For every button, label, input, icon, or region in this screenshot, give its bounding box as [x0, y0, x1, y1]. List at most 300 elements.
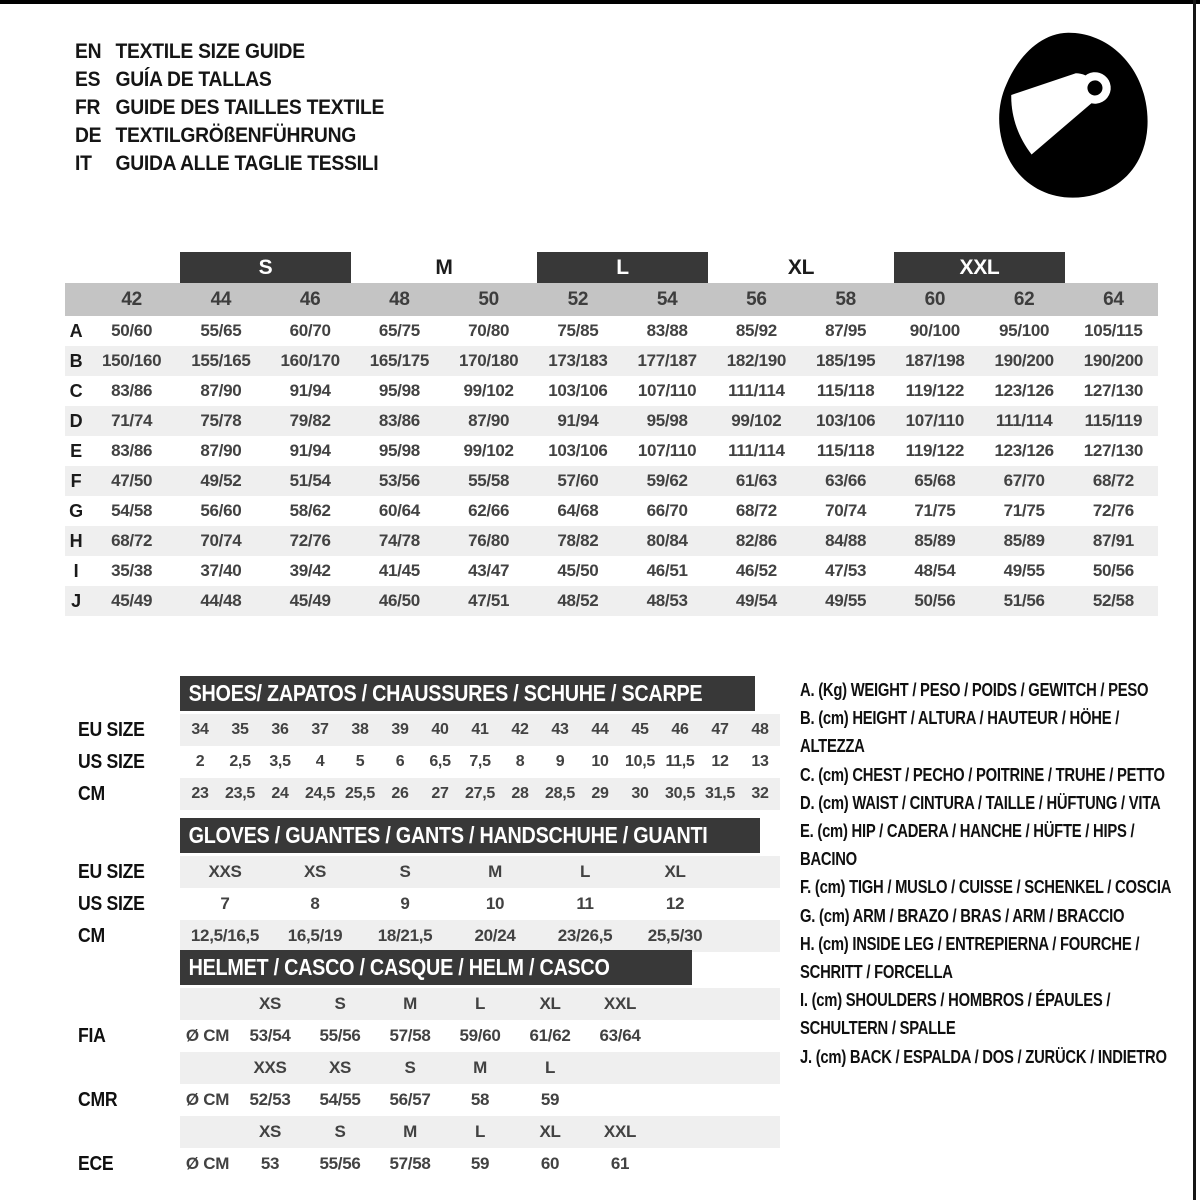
- size-value: 58/62: [289, 501, 331, 520]
- size-value: 50/56: [914, 591, 956, 610]
- size-value: 74/78: [378, 531, 420, 550]
- gloves-value: 16,5/19: [287, 926, 343, 945]
- size-group-xxl: XXL: [894, 252, 1065, 283]
- shoes-row-label: CM: [78, 782, 105, 805]
- helmet-value: 59: [540, 1090, 560, 1109]
- helmet-values-band-ece: [180, 1148, 780, 1180]
- shoes-value: 10,5: [625, 753, 655, 770]
- gloves-size-table: [78, 818, 780, 952]
- size-value: 85/92: [735, 321, 777, 340]
- size-value: 170/180: [458, 351, 519, 370]
- size-value: 61/63: [735, 471, 777, 490]
- size-value: 75/85: [557, 321, 599, 340]
- shoes-value: 23,5: [225, 785, 255, 802]
- shoes-row-eu-size: [78, 714, 780, 746]
- size-value: 80/84: [646, 531, 688, 550]
- shoes-value: 24: [271, 785, 289, 802]
- helmet-size: XXS: [253, 1058, 287, 1077]
- size-value: 70/74: [200, 531, 242, 550]
- language-row: [75, 94, 384, 122]
- helmet-value: 55/56: [319, 1026, 361, 1045]
- size-value: 45/49: [289, 591, 331, 610]
- shoes-value: 36: [271, 721, 289, 738]
- size-value: 123/126: [994, 381, 1054, 400]
- size-value: 78/82: [557, 531, 599, 550]
- size-value: 123/126: [994, 441, 1054, 460]
- helmet-sizes-band-ece: [180, 1116, 780, 1148]
- size-value: 68/72: [111, 531, 153, 550]
- size-value: 62/66: [468, 501, 510, 520]
- helmet-sizes-band-cmr: [180, 1052, 780, 1084]
- shoes-value: 37: [311, 721, 329, 738]
- language-title-list: [75, 38, 384, 178]
- size-value: 37/40: [200, 561, 242, 580]
- size-value: 70/74: [825, 501, 867, 520]
- helmet-table-rows: [78, 988, 780, 1180]
- shoes-row-band: [180, 714, 780, 746]
- gloves-row-band: [180, 920, 780, 952]
- size-value: 60/64: [378, 501, 420, 520]
- size-value: 95/98: [378, 441, 420, 460]
- size-value: 83/86: [378, 411, 420, 430]
- size-value: 49/54: [735, 591, 777, 610]
- size-value: 190/200: [994, 351, 1054, 370]
- size-value: 39/42: [289, 561, 331, 580]
- size-value: 82/86: [735, 531, 777, 550]
- size-value: 68/72: [735, 501, 777, 520]
- gloves-value: 7: [220, 894, 230, 913]
- size-value: 95/98: [646, 411, 688, 430]
- size-value: 55/65: [200, 321, 242, 340]
- shoes-value: 26: [391, 785, 409, 802]
- shoes-value: 29: [591, 785, 609, 802]
- helmet-size: XS: [258, 994, 282, 1013]
- shoes-value: 48: [751, 721, 769, 738]
- size-number: 60: [924, 288, 946, 310]
- row-label: D: [69, 410, 83, 431]
- size-value: 64/68: [557, 501, 599, 520]
- language-title: GUIDA ALLE TAGLIE TESSILI: [115, 152, 379, 175]
- size-value: 48/52: [557, 591, 599, 610]
- size-value: 107/110: [637, 441, 697, 460]
- size-value: 105/115: [1084, 321, 1143, 340]
- size-value: 66/70: [646, 501, 688, 520]
- shoes-table-rows: [78, 714, 780, 810]
- size-group-xl: XL: [787, 255, 815, 279]
- size-value: 72/76: [1092, 501, 1134, 520]
- size-value: 47/53: [825, 561, 867, 580]
- shoes-value: 2,5: [229, 753, 251, 770]
- shoes-value: 46: [671, 721, 689, 738]
- shoes-value: 3,5: [269, 753, 291, 770]
- size-value: 47/51: [468, 591, 510, 610]
- helmet-value: 57/58: [389, 1026, 431, 1045]
- helmet-value: 53/54: [249, 1026, 291, 1045]
- shoes-value: 9: [555, 753, 565, 770]
- size-value: 190/200: [1083, 351, 1144, 370]
- racing-helmet-icon: [972, 26, 1167, 201]
- size-value: 177/187: [637, 351, 697, 370]
- size-value: 103/106: [548, 441, 608, 460]
- size-value: 48/53: [646, 591, 688, 610]
- size-value: 150/160: [101, 351, 162, 370]
- shoes-value: 44: [591, 721, 609, 738]
- size-value: 49/55: [1003, 561, 1045, 580]
- size-value: 41/45: [378, 561, 420, 580]
- size-value: 56/60: [200, 501, 242, 520]
- size-value: 119/122: [905, 441, 965, 460]
- size-value: 127/130: [1083, 441, 1144, 460]
- legend-item: D. (cm) WAIST / CINTURA / TAILLE / HÜFTUNG / VITA: [800, 791, 1161, 813]
- helmet-table-title: HELMET / CASCO / CASQUE / HELM / CASCO: [188, 954, 610, 980]
- size-value: 72/76: [289, 531, 331, 550]
- row-label: B: [69, 350, 83, 371]
- size-number: 44: [210, 288, 232, 310]
- size-value: 51/56: [1003, 591, 1045, 610]
- size-value: 87/90: [200, 441, 242, 460]
- language-code: ES: [75, 68, 101, 91]
- gloves-value: 9: [400, 894, 410, 913]
- size-value: 48/54: [914, 561, 956, 580]
- gloves-value: 23/26,5: [557, 926, 613, 945]
- shoes-value: 28,5: [545, 785, 575, 802]
- gloves-value: S: [399, 862, 411, 881]
- size-number: 42: [121, 288, 142, 310]
- helmet-sizes-band-fia: [180, 988, 780, 1020]
- shoes-value: 34: [191, 721, 209, 738]
- shoes-value: 4: [315, 753, 325, 770]
- shoes-value: 5: [355, 753, 365, 770]
- gloves-row-band: [180, 888, 780, 920]
- language-row: [75, 66, 384, 94]
- size-value: 87/91: [1092, 531, 1134, 550]
- shoes-value: 24,5: [305, 785, 335, 802]
- size-value: 84/88: [825, 531, 867, 550]
- size-value: 85/89: [914, 531, 956, 550]
- shoes-row-band: [180, 746, 780, 778]
- size-value: 63/66: [825, 471, 867, 490]
- size-value: 46/51: [646, 561, 688, 580]
- language-title: GUIDE DES TAILLES TEXTILE: [115, 96, 385, 119]
- gloves-table-rows: [78, 856, 780, 952]
- helmet-value: 58: [470, 1090, 490, 1109]
- size-value: 87/90: [468, 411, 510, 430]
- helmet-value: 59/60: [459, 1026, 501, 1045]
- gloves-table-title: GLOVES / GUANTES / GANTS / HANDSCHUHE / GUANTI: [188, 822, 708, 848]
- helmet-size: XL: [539, 994, 561, 1013]
- size-value: 67/70: [1003, 471, 1045, 490]
- shoes-value: 32: [751, 785, 769, 802]
- size-value: 45/50: [557, 561, 599, 580]
- size-value: 45/49: [111, 591, 153, 610]
- shoes-value: 25,5: [345, 785, 375, 802]
- helmet-value: 61/62: [529, 1026, 571, 1045]
- shoes-value: 43: [551, 721, 569, 738]
- size-value: 71/75: [914, 501, 956, 520]
- helmet-size: XS: [328, 1058, 352, 1077]
- gloves-row-label: CM: [78, 924, 105, 947]
- shoes-table-title: SHOES/ ZAPATOS / CHAUSSURES / SCHUHE / SCARPE: [188, 680, 703, 706]
- gloves-table-header: [180, 818, 760, 853]
- helmet-size: XS: [258, 1122, 282, 1141]
- shoes-value: 40: [431, 721, 449, 738]
- helmet-value: 61: [610, 1154, 630, 1173]
- row-label: H: [69, 530, 83, 551]
- size-value: 65/68: [914, 471, 956, 490]
- measure-row-g: [65, 496, 1158, 526]
- shoes-value: 2: [195, 753, 205, 770]
- shoes-value: 38: [351, 721, 369, 738]
- size-number: 64: [1103, 288, 1124, 310]
- helmet-size: M: [473, 1058, 487, 1077]
- helmet-sizes-row-fia: [78, 988, 780, 1020]
- size-number: 54: [656, 288, 678, 310]
- legend-item: C. (cm) CHEST / PECHO / POITRINE / TRUHE / PETTO: [800, 763, 1165, 785]
- shoes-value: 28: [511, 785, 529, 802]
- legend-item: G. (cm) ARM / BRAZO / BRAS / ARM / BRACCIO: [800, 904, 1125, 926]
- gloves-value: 12,5/16,5: [190, 926, 260, 945]
- gloves-row-label: US SIZE: [78, 892, 145, 915]
- size-value: 71/74: [111, 411, 153, 430]
- size-value: 119/122: [905, 381, 965, 400]
- helmet-table-header: [180, 950, 692, 985]
- gloves-row-us-size: [78, 888, 780, 920]
- size-value: 111/114: [995, 411, 1053, 430]
- row-label: F: [70, 470, 82, 491]
- language-title: TEXTILE SIZE GUIDE: [115, 40, 305, 63]
- size-value: 111/114: [728, 381, 785, 400]
- row-label: A: [69, 320, 83, 341]
- size-value: 46/52: [735, 561, 777, 580]
- size-value: 49/52: [200, 471, 242, 490]
- shoes-row-label: EU SIZE: [78, 718, 145, 741]
- language-code: DE: [75, 124, 102, 147]
- measure-row-j: [65, 586, 1158, 616]
- size-value: 87/95: [825, 321, 867, 340]
- helmet-diameter-label: Ø CM: [185, 1026, 230, 1045]
- gloves-value: L: [579, 862, 591, 881]
- shoes-table-header: [180, 676, 755, 711]
- size-value: 60/70: [289, 321, 331, 340]
- shoes-value: 41: [471, 721, 489, 738]
- size-value: 115/118: [816, 441, 875, 460]
- size-value: 51/54: [289, 471, 331, 490]
- helmet-sizes-row-cmr: [78, 1052, 780, 1084]
- shoes-value: 7,5: [469, 753, 491, 770]
- size-value: 160/170: [280, 351, 340, 370]
- size-number-row: [65, 283, 1158, 316]
- size-value: 85/89: [1003, 531, 1045, 550]
- helmet-values-row-ece: [78, 1148, 780, 1180]
- size-value: 107/110: [637, 381, 697, 400]
- helmet-size: S: [404, 1058, 416, 1077]
- shoes-value: 12: [711, 753, 729, 770]
- language-code: FR: [75, 96, 101, 119]
- measure-row-b: [65, 346, 1158, 376]
- size-value: 76/80: [468, 531, 510, 550]
- measure-row-i: [65, 556, 1158, 586]
- size-value: 83/88: [646, 321, 688, 340]
- shoes-value: 35: [231, 721, 249, 738]
- legend-item: F. (cm) TIGH / MUSLO / CUISSE / SCHENKEL / COSCIA: [800, 876, 1172, 898]
- helmet-standard-label: CMR: [78, 1088, 118, 1111]
- shoes-value: 47: [711, 721, 729, 738]
- helmet-size-table: [78, 950, 780, 1180]
- measure-row-f: [65, 466, 1158, 496]
- size-value: 182/190: [726, 351, 787, 370]
- size-value: 155/165: [191, 351, 251, 370]
- size-value: 79/82: [289, 411, 331, 430]
- size-value: 103/106: [548, 381, 608, 400]
- size-number: 56: [746, 288, 767, 310]
- shoes-row-cm: [78, 778, 780, 810]
- measure-row-h: [65, 526, 1158, 556]
- gloves-value: 12: [665, 894, 685, 913]
- shoes-value: 27: [431, 785, 449, 802]
- size-value: 187/198: [905, 351, 965, 370]
- size-value: 115/119: [1084, 411, 1143, 430]
- size-value: 44/48: [200, 591, 242, 610]
- size-value: 91/94: [289, 441, 331, 460]
- size-value: 90/100: [909, 321, 960, 340]
- legend-item: E. (cm) HIP / CADERA / HANCHE / HÜFTE / HIPS / BACINO: [800, 820, 1135, 870]
- size-value: 99/102: [463, 381, 514, 400]
- helmet-size: XXL: [603, 994, 637, 1013]
- row-label: C: [69, 380, 83, 401]
- size-value: 107/110: [905, 411, 965, 430]
- size-number: 58: [835, 288, 856, 310]
- size-value: 50/56: [1092, 561, 1134, 580]
- textile-size-table: [65, 252, 1158, 616]
- gloves-value: 20/24: [474, 926, 516, 945]
- shoes-value: 42: [511, 721, 529, 738]
- size-number: 62: [1013, 288, 1035, 310]
- shoes-size-table: [78, 676, 780, 810]
- size-group-l: L: [537, 252, 708, 283]
- size-value: 55/58: [468, 471, 510, 490]
- helmet-value: 56/57: [389, 1090, 431, 1109]
- helmet-values-band-fia: [180, 1020, 780, 1052]
- size-value: 165/175: [369, 351, 430, 370]
- measure-row-a: [65, 316, 1158, 346]
- gloves-value: 18/21,5: [377, 926, 433, 945]
- gloves-value: 8: [310, 894, 320, 913]
- gloves-value: 11: [576, 894, 594, 913]
- size-number: 50: [478, 288, 499, 310]
- gloves-value: XXS: [208, 862, 242, 881]
- helmet-standard-label: FIA: [78, 1024, 106, 1047]
- helmet-size: XXL: [603, 1122, 637, 1141]
- helmet-diameter-label: Ø CM: [185, 1154, 230, 1173]
- gloves-value: XL: [664, 862, 686, 881]
- size-value: 87/90: [200, 381, 242, 400]
- size-value: 65/75: [378, 321, 420, 340]
- size-value: 95/98: [378, 381, 420, 400]
- size-value: 103/106: [815, 411, 876, 430]
- size-value: 70/80: [468, 321, 510, 340]
- size-value: 83/86: [111, 441, 153, 460]
- size-value: 49/55: [825, 591, 867, 610]
- legend-item: I. (cm) SHOULDERS / HOMBROS / ÉPAULES / SCHULTERN / SPALLE: [800, 989, 1111, 1039]
- helmet-size: M: [403, 994, 417, 1013]
- size-value: 52/58: [1092, 591, 1134, 610]
- gloves-row-band: [180, 856, 780, 888]
- size-value: 57/60: [557, 471, 599, 490]
- shoes-value: 45: [631, 721, 649, 738]
- legend-item: A. (Kg) WEIGHT / PESO / POIDS / GEWITCH / PESO: [800, 679, 1149, 700]
- size-value: 115/118: [816, 381, 875, 400]
- size-group-row: [65, 252, 1158, 283]
- language-title: GUÍA DE TALLAS: [115, 68, 272, 91]
- shoes-value: 27,5: [465, 785, 495, 802]
- size-number: 46: [299, 288, 321, 310]
- helmet-standard-label: ECE: [78, 1152, 114, 1175]
- size-value: 99/102: [463, 441, 514, 460]
- helmet-value: 55/56: [319, 1154, 361, 1173]
- size-value: 53/56: [378, 471, 420, 490]
- row-label: I: [73, 560, 79, 581]
- size-value: 35/38: [111, 561, 153, 580]
- legend-item: H. (cm) INSIDE LEG / ENTREPIERNA / FOURCHE / SCHRITT / FORCELLA: [800, 932, 1140, 983]
- shoes-value: 31,5: [705, 785, 735, 802]
- helmet-value: 60: [540, 1154, 560, 1173]
- gloves-value: 10: [485, 894, 505, 913]
- shoes-row-us-size: [78, 746, 780, 778]
- size-value: 127/130: [1083, 381, 1144, 400]
- size-value: 71/75: [1003, 501, 1045, 520]
- legend-item: B. (cm) HEIGHT / ALTURA / HAUTEUR / HÖHE / ALTEZZA: [800, 707, 1120, 757]
- helmet-diameter-label: Ø CM: [185, 1090, 230, 1109]
- shoes-value: 23: [191, 785, 209, 802]
- measure-row-e: [65, 436, 1158, 466]
- legend-item: J. (cm) BACK / ESPALDA / DOS / ZURÜCK / INDIETRO: [800, 1045, 1167, 1067]
- row-label: G: [69, 500, 83, 521]
- row-label: E: [70, 440, 82, 461]
- size-value: 111/114: [728, 441, 785, 460]
- size-value: 43/47: [468, 561, 510, 580]
- size-value: 59/62: [646, 471, 688, 490]
- language-code: EN: [75, 40, 102, 63]
- measurement-legend: [800, 676, 1176, 1071]
- row-label: J: [71, 590, 81, 611]
- helmet-size: S: [334, 1122, 346, 1141]
- gloves-value: XS: [303, 862, 327, 881]
- size-value: 173/183: [548, 351, 608, 370]
- shoes-value: 6,5: [429, 753, 451, 770]
- size-group-s: S: [180, 252, 351, 283]
- shoes-value: 10: [591, 753, 609, 770]
- helmet-value: 53: [260, 1154, 280, 1173]
- size-value: 91/94: [289, 381, 331, 400]
- size-value: 91/94: [557, 411, 599, 430]
- gloves-row-cm: [78, 920, 780, 952]
- shoes-row-band: [180, 778, 780, 810]
- language-title: TEXTILGRÖßENFÜHRUNG: [115, 124, 357, 147]
- shoes-value: 30,5: [665, 785, 695, 802]
- shoes-value: 11,5: [665, 753, 695, 770]
- helmet-value: 63/64: [599, 1026, 641, 1045]
- language-code: IT: [75, 152, 92, 175]
- helmet-size: L: [474, 1122, 486, 1141]
- shoes-value: 8: [515, 753, 525, 770]
- helmet-value: 54/55: [319, 1090, 361, 1109]
- helmet-sizes-row-ece: [78, 1116, 780, 1148]
- helmet-size: M: [403, 1122, 417, 1141]
- helmet-size: S: [334, 994, 346, 1013]
- helmet-value: 52/53: [249, 1090, 291, 1109]
- measure-row-d: [65, 406, 1158, 436]
- size-value: 185/195: [815, 351, 876, 370]
